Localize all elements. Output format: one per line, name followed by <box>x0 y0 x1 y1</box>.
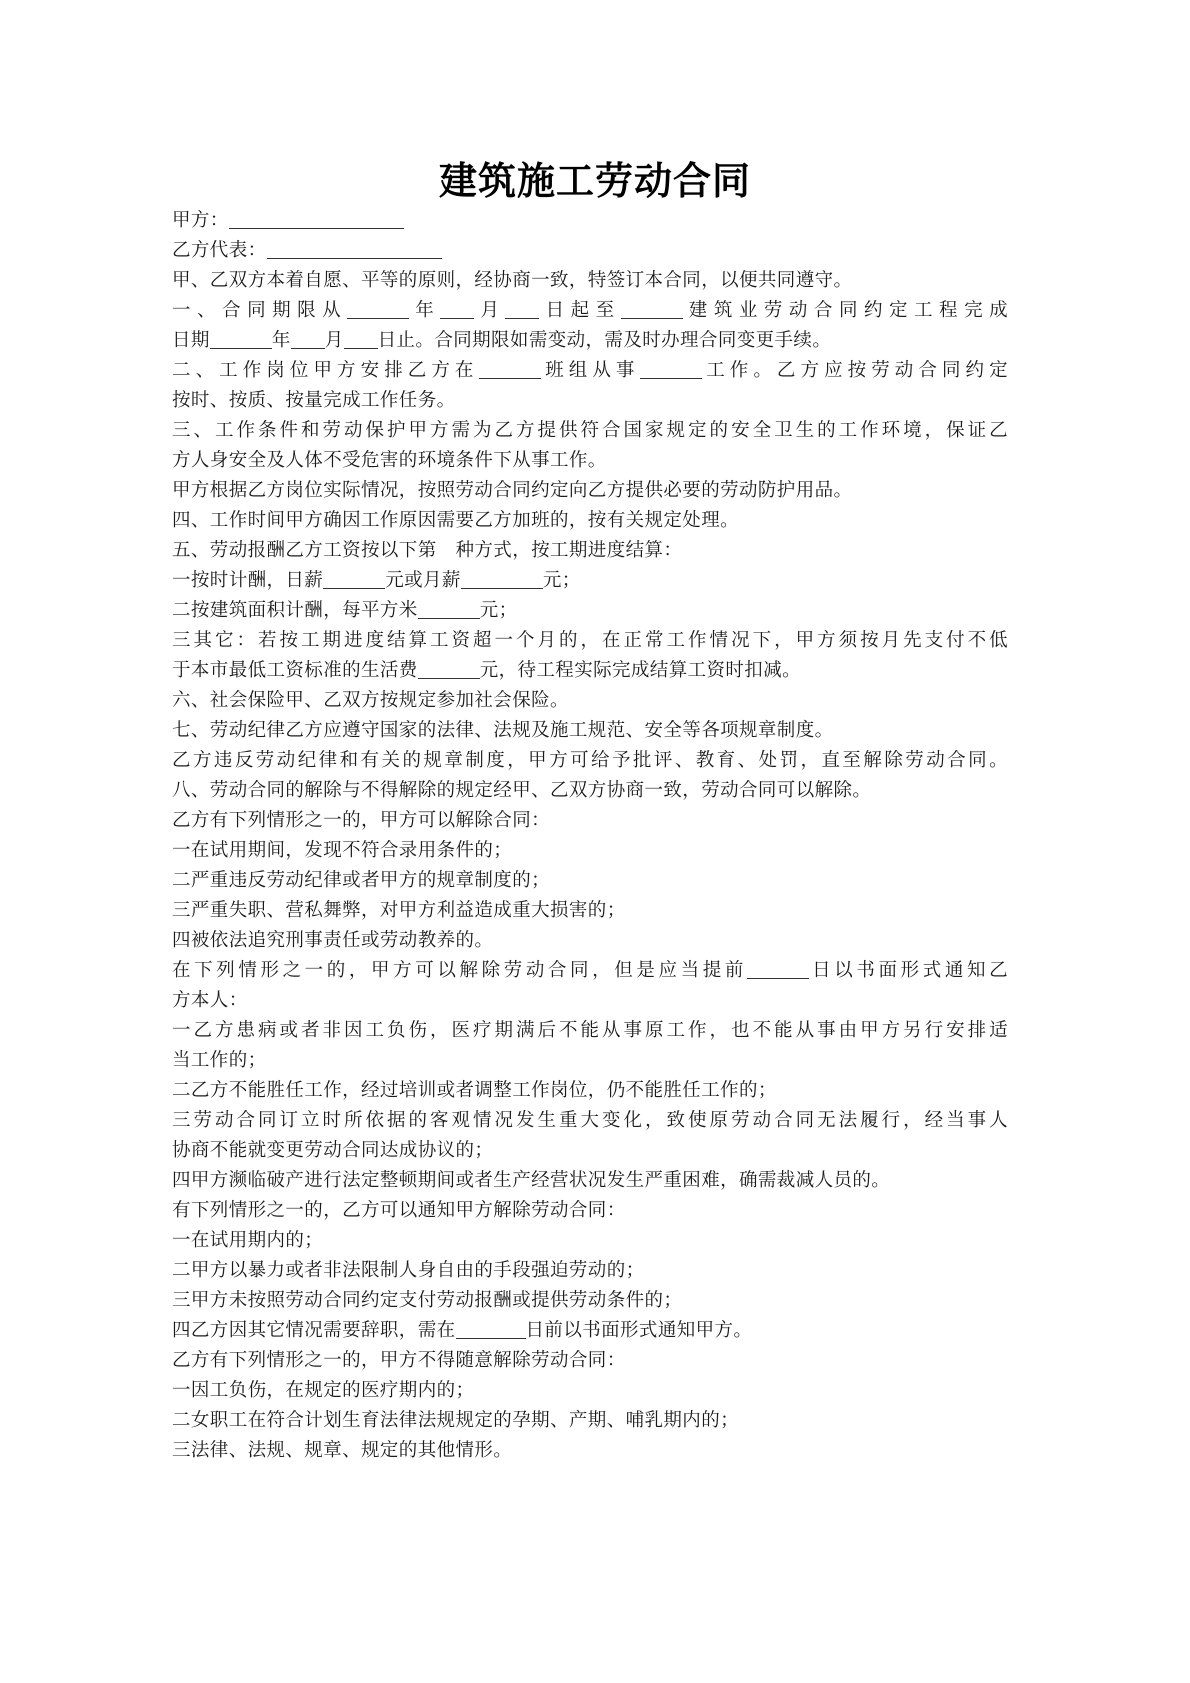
line-text: 四甲方濒临破产进行法定整顿期间或者生产经营状况发生严重困难，确需裁减人员的。 <box>172 1170 891 1191</box>
line-text: 一按时计酬，日薪 <box>172 570 324 591</box>
document-line <box>172 1346 1008 1376</box>
line-text: 有下列情形之一的，乙方可以通知甲方解除劳动合同： <box>172 1200 626 1221</box>
document-line <box>172 1166 1008 1196</box>
document-line <box>172 1376 1008 1406</box>
line-text: 方本人： <box>172 990 248 1011</box>
line-text: 二、工作岗位甲方安排乙方在 <box>172 360 479 381</box>
document-line <box>172 296 1008 326</box>
line-text: 甲方： <box>172 210 229 231</box>
fill-in-blank <box>418 600 480 619</box>
document-line <box>172 1256 1008 1286</box>
fill-in-blank <box>323 570 385 589</box>
line-text: 二乙方不能胜任工作，经过培训或者调整工作岗位，仍不能胜任工作的； <box>172 1080 777 1101</box>
line-text: 乙方有下列情形之一的，甲方不得随意解除劳动合同： <box>172 1350 626 1371</box>
document-line <box>172 476 1008 506</box>
document-line <box>172 266 1008 296</box>
line-text: 三甲方未按照劳动合同约定支付劳动报酬或提供劳动条件的； <box>172 1290 683 1311</box>
document-body <box>172 206 1008 1466</box>
line-text: 八、劳动合同的解除与不得解除的规定经甲、乙双方协商一致，劳动合同可以解除。 <box>172 780 872 801</box>
line-text: 在下列情形之一的，甲方可以解除劳动合同，但是应当提前 <box>172 960 747 981</box>
fill-in-blank <box>291 330 325 349</box>
line-text: 五、劳动报酬乙方工资按以下第 种方式，按工期进度结算： <box>172 540 683 561</box>
line-text: 二严重违反劳动纪律或者甲方的规章制度的； <box>172 870 551 891</box>
document-line <box>172 566 1008 596</box>
document-line <box>172 1046 1008 1076</box>
line-text: 四、工作时间甲方确因工作原因需要乙方加班的，按有关规定处理。 <box>172 510 740 531</box>
line-text: 工作。乙方应按劳动合同约定 <box>701 360 1009 381</box>
line-text: 一、合同期限从 <box>172 300 348 321</box>
line-text: 一在试用期间，发现不符合录用条件的； <box>172 840 513 861</box>
line-text: 班组从事 <box>540 360 640 381</box>
fill-in-blank <box>347 300 409 319</box>
line-text: 元； <box>542 570 581 591</box>
line-text: 乙方有下列情形之一的，甲方可以解除合同： <box>172 810 551 831</box>
document-line <box>172 1136 1008 1166</box>
line-text: 协商不能就变更劳动合同达成协议的； <box>172 1140 494 1161</box>
line-text: 三劳动合同订立时所依据的客观情况发生重大变化，致使原劳动合同无法履行，经当事人 <box>172 1110 1008 1131</box>
line-text: 甲方根据乙方岗位实际情况，按照劳动合同约定向乙方提供必要的劳动防护用品。 <box>172 480 853 501</box>
line-text: 日起至 <box>539 300 621 321</box>
line-text: 建筑业劳动合同约定工程完成 <box>682 300 1008 321</box>
line-text: 一因工负伤，在规定的医疗期内的； <box>172 1380 475 1401</box>
document-line <box>172 956 1008 986</box>
fill-in-blank <box>640 360 702 379</box>
document-line <box>172 1196 1008 1226</box>
fill-in-blank <box>456 1320 526 1339</box>
document-line <box>172 1226 1008 1256</box>
fill-in-blank <box>479 360 541 379</box>
line-text: 二女职工在符合计划生育法律法规规定的孕期、产期、哺乳期内的； <box>172 1410 740 1431</box>
line-text: 甲、乙双方本着自愿、平等的原则，经协商一致，特签订本合同，以便共同遵守。 <box>172 270 853 291</box>
line-text: 乙方违反劳动纪律和有关的规章制度，甲方可给予批评、教育、处罚，直至解除劳动合同。 <box>172 750 1008 771</box>
fill-in-blank <box>505 300 539 319</box>
document-line <box>172 866 1008 896</box>
line-text: 元，待工程实际完成结算工资时扣减。 <box>479 660 802 681</box>
document-line <box>172 1406 1008 1436</box>
document-line <box>172 1106 1008 1136</box>
line-text: 一在试用期内的； <box>172 1230 324 1251</box>
document-line <box>172 416 1008 446</box>
line-text: 按时、按质、按量完成工作任务。 <box>172 390 456 411</box>
line-text: 三其它：若按工期进度结算工资超一个月的，在正常工作情况下，甲方须按月先支付不低 <box>172 630 1008 651</box>
line-text: 四被依法追究刑事责任或劳动教养的。 <box>172 930 494 951</box>
line-text: 于本市最低工资标准的生活费 <box>172 660 418 681</box>
document-line <box>172 776 1008 806</box>
document-line <box>172 1076 1008 1106</box>
line-text: 日以书面形式通知乙 <box>808 960 1008 981</box>
document-line <box>172 356 1008 386</box>
line-text: 年 <box>271 330 291 351</box>
document-line <box>172 596 1008 626</box>
fill-in-blank <box>621 300 683 319</box>
line-text: 日前以书面形式通知甲方。 <box>525 1320 753 1341</box>
line-text: 月 <box>474 300 506 321</box>
line-text: 元或月薪 <box>385 570 461 591</box>
line-text: 日期 <box>172 330 210 351</box>
fill-in-blank <box>418 660 480 679</box>
line-text: 月 <box>324 330 344 351</box>
line-text: 三、工作条件和劳动保护甲方需为乙方提供符合国家规定的安全卫生的工作环境，保证乙 <box>172 420 1008 441</box>
document-line <box>172 836 1008 866</box>
document-line <box>172 326 1008 356</box>
document-line <box>172 506 1008 536</box>
document-title: 建筑施工劳动合同 <box>438 159 751 203</box>
document-line <box>172 1016 1008 1046</box>
fill-in-blank <box>267 240 442 259</box>
document-line <box>172 926 1008 956</box>
line-text: 元； <box>479 600 518 621</box>
document-line <box>172 746 1008 776</box>
document-line <box>172 716 1008 746</box>
line-text: 年 <box>409 300 441 321</box>
fill-in-blank <box>210 330 272 349</box>
document-line <box>172 536 1008 566</box>
line-text: 当工作的； <box>172 1050 267 1071</box>
line-text: 三法律、法规、规章、规定的其他情形。 <box>172 1440 513 1461</box>
fill-in-blank <box>461 570 543 589</box>
document-line <box>172 236 1008 266</box>
fill-in-blank <box>747 960 809 979</box>
fill-in-blank <box>440 300 474 319</box>
line-text: 六、社会保险甲、乙双方按规定参加社会保险。 <box>172 690 569 711</box>
document-line <box>172 896 1008 926</box>
document-line <box>172 206 1008 236</box>
line-text: 二甲方以暴力或者非法限制人身自由的手段强迫劳动的； <box>172 1260 645 1281</box>
line-text: 四乙方因其它情况需要辞职，需在 <box>172 1320 456 1341</box>
line-text: 七、劳动纪律乙方应遵守国家的法律、法规及施工规范、安全等各项规章制度。 <box>172 720 834 741</box>
line-text: 一乙方患病或者非因工负伤，医疗期满后不能从事原工作，也不能从事由甲方另行安排适 <box>172 1020 1008 1041</box>
line-text: 三严重失职、营私舞弊，对甲方利益造成重大损害的； <box>172 900 626 921</box>
document-line <box>172 626 1008 656</box>
fill-in-blank <box>229 210 404 229</box>
line-text: 乙方代表： <box>172 240 267 261</box>
document-line <box>172 656 1008 686</box>
document-line <box>172 806 1008 836</box>
document-line <box>172 1436 1008 1466</box>
document-line <box>172 686 1008 716</box>
fill-in-blank <box>344 330 378 349</box>
document-line <box>172 1286 1008 1316</box>
line-text: 日止。合同期限如需变动，需及时办理合同变更手续。 <box>377 330 832 351</box>
document-line <box>172 386 1008 416</box>
line-text: 二按建筑面积计酬，每平方米 <box>172 600 418 621</box>
document-line <box>172 446 1008 476</box>
document-line <box>172 1316 1008 1346</box>
document-line <box>172 986 1008 1016</box>
line-text: 方人身安全及人体不受危害的环境条件下从事工作。 <box>172 450 607 471</box>
